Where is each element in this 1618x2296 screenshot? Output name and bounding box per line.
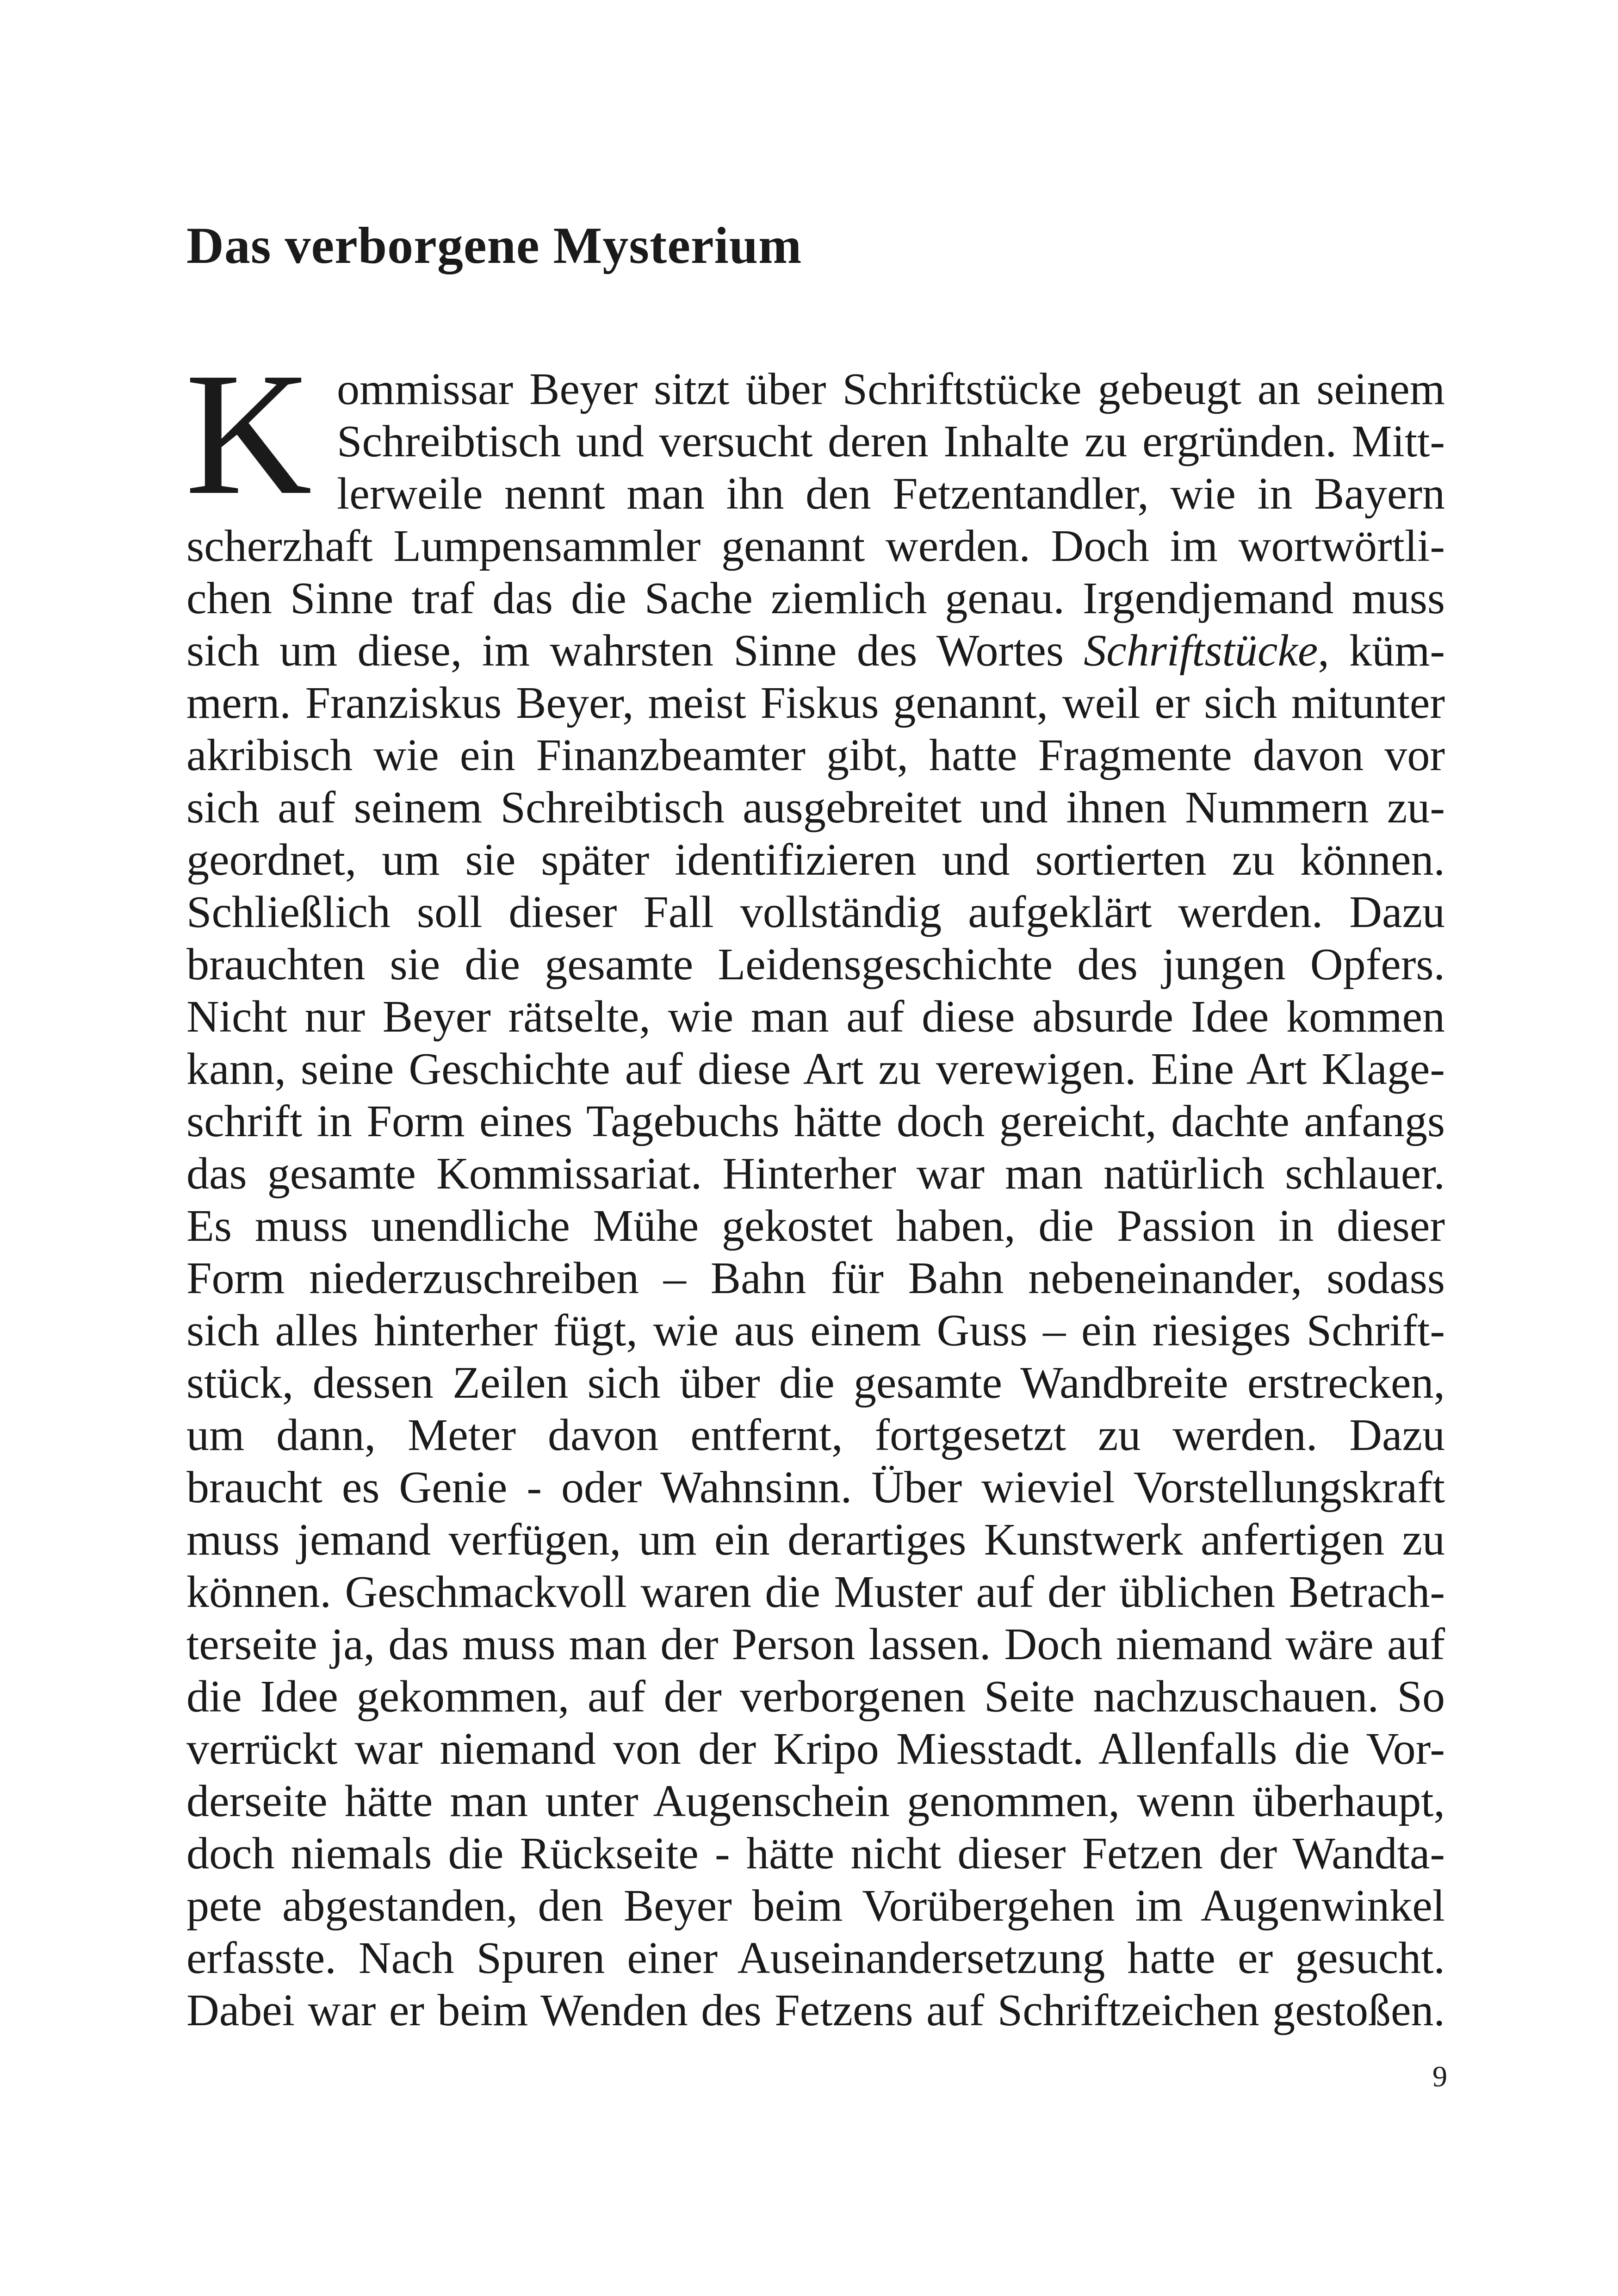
text-line: akribisch wie ein Finanzbeamter gibt, hatte Fragmente davon vor: [186, 730, 1445, 780]
text-line: Schreibtisch und versucht deren Inhalte zu ergründen. Mitt-: [337, 417, 1445, 467]
text-line: derseite hätte man unter Augenschein genommen, wenn überhaupt,: [186, 1776, 1445, 1826]
text-segment: sich um diese, im wahrsten Sinne des Wortes: [186, 626, 1084, 676]
text-line: schrift in Form eines Tagebuchs hätte doch gereicht, dachte anfangs: [186, 1096, 1445, 1146]
text-line: chen Sinne traf das die Sache ziemlich genau. Irgendjemand muss: [186, 573, 1445, 623]
text-line: um dann, Meter davon entfernt, fortgesetzt zu werden. Dazu: [186, 1410, 1445, 1460]
text-line: kann, seine Geschichte auf diese Art zu verewigen. Eine Art Klage-: [186, 1044, 1445, 1094]
text-line: erfasste. Nach Spuren einer Auseinandersetzung hatte er gesucht.: [186, 1933, 1445, 1983]
text-line: können. Geschmackvoll waren die Muster auf der üblichen Betrach-: [186, 1567, 1445, 1617]
text-line: lerweile nennt man ihn den Fetzentandler, wie in Bayern: [337, 469, 1445, 519]
text-line: sich alles hinterher fügt, wie aus einem Guss – ein riesiges Schrift-: [186, 1306, 1445, 1356]
text-line: Es muss unendliche Mühe gekostet haben, die Passion in dieser: [186, 1201, 1445, 1251]
text-segment: , küm-: [1318, 626, 1445, 676]
text-line: Dabei war er beim Wenden des Fetzens auf Schriftzeichen gestoßen.: [186, 1985, 1445, 2035]
text-line: Nicht nur Beyer rätselte, wie man auf diese absurde Idee kommen: [186, 992, 1445, 1042]
text-line: ommissar Beyer sitzt über Schriftstücke gebeugt an seinem: [337, 364, 1445, 414]
text-line: mern. Franziskus Beyer, meist Fiskus genannt, weil er sich mitunter: [186, 678, 1445, 728]
text-line: braucht es Genie - oder Wahnsinn. Über wieviel Vorstellungskraft: [186, 1462, 1445, 1512]
text-line: das gesamte Kommissariat. Hinterher war man natürlich schlauer.: [186, 1149, 1445, 1199]
text-line: muss jemand verfügen, um ein derartiges Kunstwerk anfertigen zu: [186, 1515, 1445, 1565]
drop-cap-initial: K: [185, 336, 312, 531]
emphasized-word: Schriftstücke: [1084, 626, 1318, 676]
page-number: 9: [1432, 2060, 1447, 2093]
chapter-title: Das verborgene Mysterium: [186, 217, 802, 274]
text-line: geordnet, um sie später identifizieren und sortierten zu können.: [186, 835, 1445, 885]
text-line: die Idee gekommen, auf der verborgenen Seite nachzuschauen. So: [186, 1672, 1445, 1722]
body-text: [186, 363, 1445, 2037]
text-line: brauchten sie die gesamte Leidensgeschichte des jungen Opfers.: [186, 940, 1445, 989]
text-line: stück, dessen Zeilen sich über die gesamte Wandbreite erstrecken,: [186, 1358, 1445, 1408]
text-line: pete abgestanden, den Beyer beim Vorübergehen im Augenwinkel: [186, 1881, 1445, 1931]
text-line: terseite ja, das muss man der Person lassen. Doch niemand wäre auf: [186, 1619, 1445, 1669]
text-line: scherzhaft Lumpensammler genannt werden. Doch im wortwörtli-: [186, 521, 1445, 571]
text-line: doch niemals die Rückseite - hätte nicht dieser Fetzen der Wandta-: [186, 1829, 1445, 1879]
text-line: Schließlich soll dieser Fall vollständig aufgeklärt werden. Dazu: [186, 887, 1445, 937]
text-line: verrückt war niemand von der Kripo Miesstadt. Allenfalls die Vor-: [186, 1724, 1445, 1774]
text-line: Form niederzuschreiben – Bahn für Bahn nebeneinander, sodass: [186, 1253, 1445, 1303]
text-line-with-emphasis: [186, 625, 1445, 677]
text-line: sich auf seinem Schreibtisch ausgebreitet und ihnen Nummern zu-: [186, 783, 1445, 833]
